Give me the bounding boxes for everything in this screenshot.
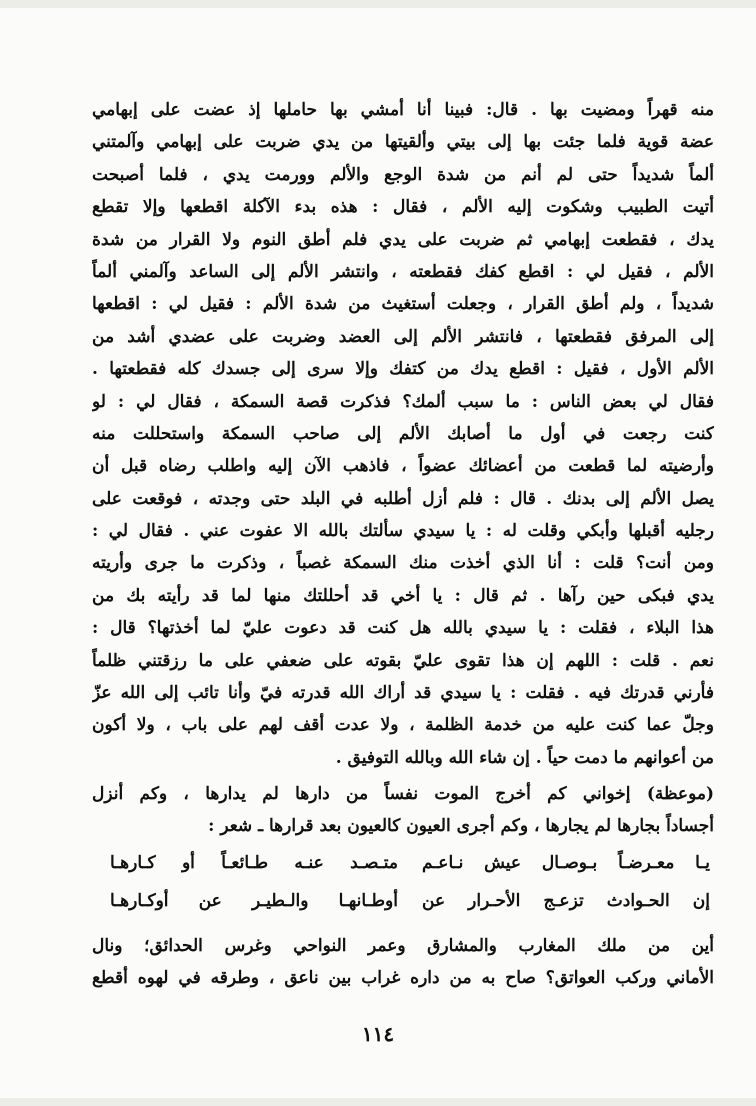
text-line: وأرضيته لما قطعت من أعضائك عضواً ، فاذهب الآن إليه واطلب رضاه قبل أن <box>92 456 714 477</box>
text-line: ألماً شديداً حتى لم أنم من شدة الوجع والألم وورمت يدي ، فلما أصبحت <box>92 164 714 185</box>
closing-paragraph <box>92 930 714 994</box>
text-line: يصل الألم إلى بدنك . قال : فلم أزل أطلبه في البلد حتى وجدته ، فوقعت على <box>92 488 714 509</box>
text-line: الألم ، فقيل لي : اقطع كفك فقطعته ، وانتشر الألم إلى الساعد وآلمني ألماً <box>92 261 714 282</box>
text-line: شديداً ، ولم أطق القرار ، وجعلت أستغيث من شدة الألم : فقيل لي : اقطعها <box>92 294 714 315</box>
poem <box>110 844 710 920</box>
poem-hemistich-first: إن الحـوادث تزعـج الأحـرار عن <box>422 891 710 911</box>
text-line: منه قهراً ومضيت بها . قال: فبينا أنا أمشي بها حاملها إذ عضت على إبهامي <box>92 100 714 120</box>
scan-bottom-edge <box>0 1098 756 1106</box>
poem-verse <box>110 844 710 882</box>
text-line: كنت رجعت في أول ما أصابك الألم إلى صاحب السمكة واستحللت منه <box>92 423 714 444</box>
scan-top-edge <box>0 0 756 8</box>
text-line: عضة قوية فلما جئت بها إلى بيتي وألقيتها من يدي ضربت على إبهامي وآلمتني <box>92 132 714 153</box>
text-line: يدك ، فقطعت إبهامي ثم ضربت على يدي فلم أطق النوم ولا القرار من شدة <box>92 229 714 250</box>
poem-hemistich-second: أوطـانهـا والـطيـر عن أوكـارهـا <box>110 891 398 911</box>
text-line: الأماني وركب العواتق؟ صاح به من داره غراب بين ناعق ، وطرقه في لهوه أقطع <box>92 968 714 988</box>
text-line: نعم . قلت : اللهم إن هذا تقوى عليّ بقوته على ضعفي على ما رزقتني ظلماً <box>92 650 714 671</box>
text-line: رجليه أقبلها وأبكي وقلت له : يا سيدي سألتك بالله الا عفوت عني . فقال لي : <box>92 521 714 542</box>
poem-verse <box>110 882 710 920</box>
text-line: ومن أنت؟ قلت : أنا الذي أخذت منك السمكة غصباً ، وذكرت ما جرى وأريته <box>92 553 714 574</box>
text-line: يدي فبكى حين رآها . ثم قال : يا أخي قد أحللتك منها لما قد رأيته بك من <box>92 585 714 606</box>
text-line: (موعظة) إخواني كم أخرج الموت نفساً من دارها لم يدارها ، وكم أنزل <box>92 784 714 804</box>
story-paragraph <box>92 94 714 774</box>
text-line: فأرني قدرتك فيه . فقلت : يا سيدي قد أراك الله قدرته فيّ وأنا تائب إلى الله عزّ <box>92 683 714 704</box>
page-number: ١١٤ <box>361 1022 395 1046</box>
text-line: الألم الأول ، فقيل : اقطع يدك من كتفك وإلا سرى إلى جسدك كله فقطعتها . <box>92 359 714 380</box>
poem-hemistich-second: متـصـد عنـه طـائعـاً أو كـارهـا <box>110 853 398 873</box>
sermon-paragraph <box>92 778 714 842</box>
text-line: هذا البلاء ، فقلت : يا سيدي بالله هل كنت قد دعوت عليّ لما أخذتها؟ قال : <box>92 618 714 639</box>
text-line: أين من ملك المغارب والمشارق وعمر النواحي وغرس الحدائق؛ ونال <box>92 936 714 956</box>
text-line: من أعوانهم ما دمت حياً . إن شاء الله وبالله التوفيق . <box>335 747 714 768</box>
text-line: أجساداً بجارها لم يجارها ، وكم أجرى العيون كالعيون بعد قرارها ـ شعر : <box>208 816 714 836</box>
text-line: وجلّ عما كنت عليه من خدمة الظلمة ، ولا عدت أقف لهم على باب ، ولا أكون <box>92 715 714 736</box>
text-line: أتيت الطبيب وشكوت إليه الألم ، فقال : هذه بدء الآكلة اقطعها وإلا تقطع <box>92 197 714 218</box>
poem-hemistich-first: يـا معـرضـاً بـوصـال عيش نـاعـم <box>422 853 710 873</box>
text-line: فقال لي بعض الناس : ما سبب ألمك؟ فذكرت قصة السمكة ، فقال لي : لو <box>92 391 714 412</box>
text-line: إلى المرفق فقطعتها ، فانتشر الألم إلى العضد وضربت على عضدي أشد من <box>92 326 714 347</box>
